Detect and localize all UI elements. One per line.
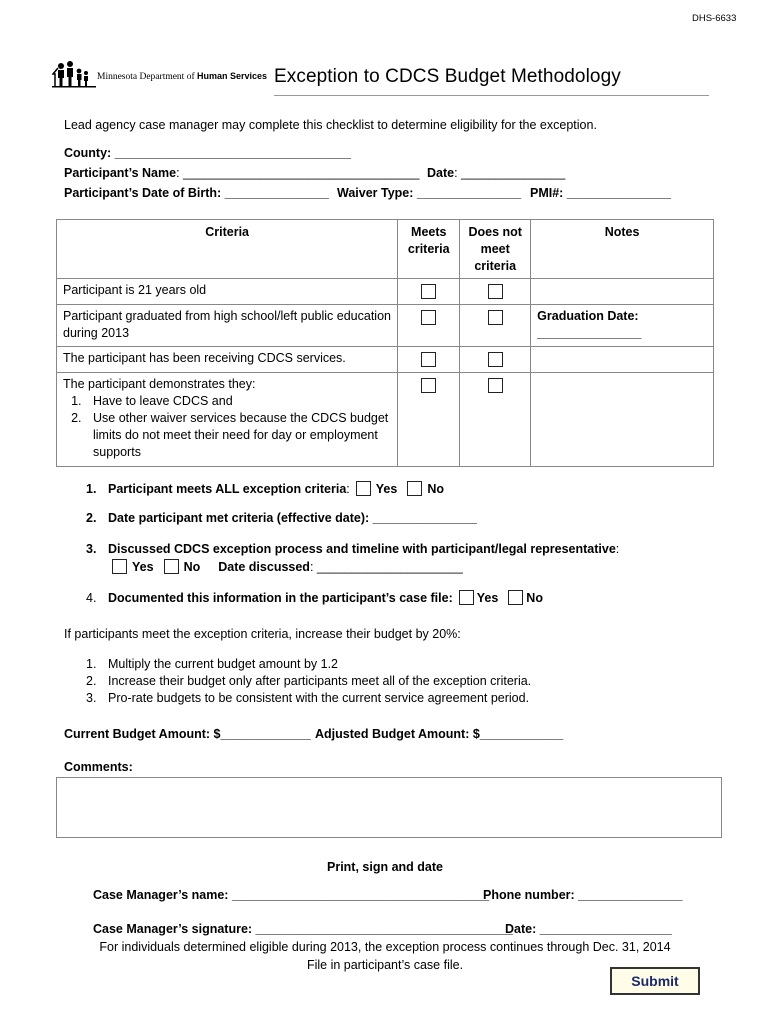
list-item: 2. Use other waiver services because the CDCS budget limits do not meet their need for day or employment supports (85, 410, 391, 461)
q1-yes-checkbox[interactable] (356, 481, 371, 496)
increase-steps-list (86, 656, 531, 707)
date-field[interactable]: : _______________ (454, 166, 566, 180)
phone-number-field[interactable]: Phone number: _______________ (483, 888, 683, 902)
meets-checkbox[interactable] (421, 284, 436, 299)
does-not-meet-checkbox[interactable] (488, 378, 503, 393)
pmi-field[interactable]: PMI#: _______________ (530, 186, 672, 200)
notes-cell[interactable] (531, 279, 714, 305)
case-manager-signature-field[interactable]: Case Manager’s signature: _____________________________________ (93, 922, 513, 936)
notes-cell[interactable] (531, 347, 714, 373)
does-not-meet-checkbox[interactable] (488, 310, 503, 325)
notes-cell (531, 305, 714, 347)
table-row (57, 373, 714, 467)
question-1: 1. Participant meets ALL exception criteria: Yes No (86, 482, 444, 496)
participant-name-row (64, 166, 419, 180)
intro-text: Lead agency case manager may complete this checklist to determine eligibility for the exception. (64, 118, 597, 132)
criteria-table (56, 219, 714, 467)
meets-checkbox[interactable] (421, 378, 436, 393)
graduation-date-field[interactable]: _______________ (537, 326, 642, 340)
criteria-sublist (85, 393, 391, 461)
q4-no-checkbox[interactable] (508, 590, 523, 605)
document-id: DHS-6633 (692, 13, 737, 24)
adjusted-budget-field[interactable]: Adjusted Budget Amount: $____________ (315, 727, 564, 741)
notes-cell[interactable] (531, 373, 714, 467)
meets-criteria-header: Meets criteria (398, 220, 460, 279)
meets-checkbox[interactable] (421, 352, 436, 367)
graduation-date-label: Graduation Date: (537, 309, 639, 323)
county-field[interactable]: County: __________________________________ (64, 146, 352, 160)
criteria-cell: The participant has been receiving CDCS services. (57, 347, 398, 373)
comments-label: Comments: (64, 760, 133, 774)
participant-name-label: Participant’s Name (64, 166, 177, 180)
meets-checkbox[interactable] (421, 310, 436, 325)
does-not-meet-header: Does not meet criteria (460, 220, 531, 279)
date-label: Date (427, 166, 455, 180)
q3-yes-checkbox[interactable] (112, 559, 127, 574)
table-header-row (57, 220, 714, 279)
page-title: Exception to CDCS Budget Methodology (274, 66, 621, 87)
signature-date-field[interactable]: Date: ___________________ (505, 922, 672, 936)
criteria-cell (57, 373, 398, 467)
current-budget-field[interactable]: Current Budget Amount: $_____________ (64, 727, 311, 741)
date-row (427, 166, 565, 180)
does-not-meet-checkbox[interactable] (488, 352, 503, 367)
list-item: 2. Increase their budget only after participants meet all of the exception criteria. (86, 674, 532, 688)
q1-no-checkbox[interactable] (407, 481, 422, 496)
increase-intro: If participants meet the exception criteria, increase their budget by 20%: (64, 627, 461, 641)
notes-header: Notes (531, 220, 714, 279)
list-item: 1. Multiply the current budget amount by 1.2 (86, 657, 338, 671)
criteria-header: Criteria (57, 220, 398, 279)
print-sign-heading: Print, sign and date (327, 860, 443, 874)
q3-no-checkbox[interactable] (164, 559, 179, 574)
waiver-type-field[interactable]: Waiver Type: _______________ (337, 186, 522, 200)
file-note: File in participant’s case file. (306, 958, 464, 972)
list-item: 1. Have to leave CDCS and (85, 393, 391, 410)
question-3-answers: Yes No Date discussed: _____________________ (108, 559, 463, 574)
table-row (57, 347, 714, 373)
criteria-cell: Participant graduated from high school/left public education during 2013 (57, 305, 398, 347)
question-4: 4. Documented this information in the participant’s case file: Yes No (86, 591, 543, 605)
family-logo-icon (52, 60, 96, 88)
table-row (57, 305, 714, 347)
dob-field[interactable]: Participant’s Date of Birth: _______________ (64, 186, 329, 200)
does-not-meet-checkbox[interactable] (488, 284, 503, 299)
q4-yes-checkbox[interactable] (459, 590, 474, 605)
effective-date-field[interactable]: Date participant met criteria (effective date): _______________ (108, 511, 477, 525)
criteria-cell: Participant is 21 years old (57, 279, 398, 305)
title-divider (274, 95, 709, 96)
participant-name-field[interactable]: : __________________________________ (176, 166, 420, 180)
criteria-text: The participant demonstrates they: (63, 377, 256, 391)
dhs-logo (52, 60, 268, 90)
eligibility-note: For individuals determined eligible during 2013, the exception process continues through Dec. 31, 2014 (99, 940, 671, 954)
submit-button[interactable]: Submit (610, 967, 700, 995)
table-row (57, 279, 714, 305)
comments-textarea[interactable] (56, 777, 722, 838)
question-2: 2. Date participant met criteria (effective date): _______________ (86, 511, 477, 525)
case-manager-name-field[interactable]: Case Manager’s name: _____________________________________ (93, 888, 490, 902)
list-item: 3. Pro-rate budgets to be consistent with the current service agreement period. (86, 691, 530, 705)
date-discussed-field[interactable]: : _____________________ (309, 560, 463, 574)
department-name: Minnesota Department of Human Services (97, 71, 268, 82)
question-3: 3. Discussed CDCS exception process and timeline with participant/legal representative: (86, 542, 620, 556)
